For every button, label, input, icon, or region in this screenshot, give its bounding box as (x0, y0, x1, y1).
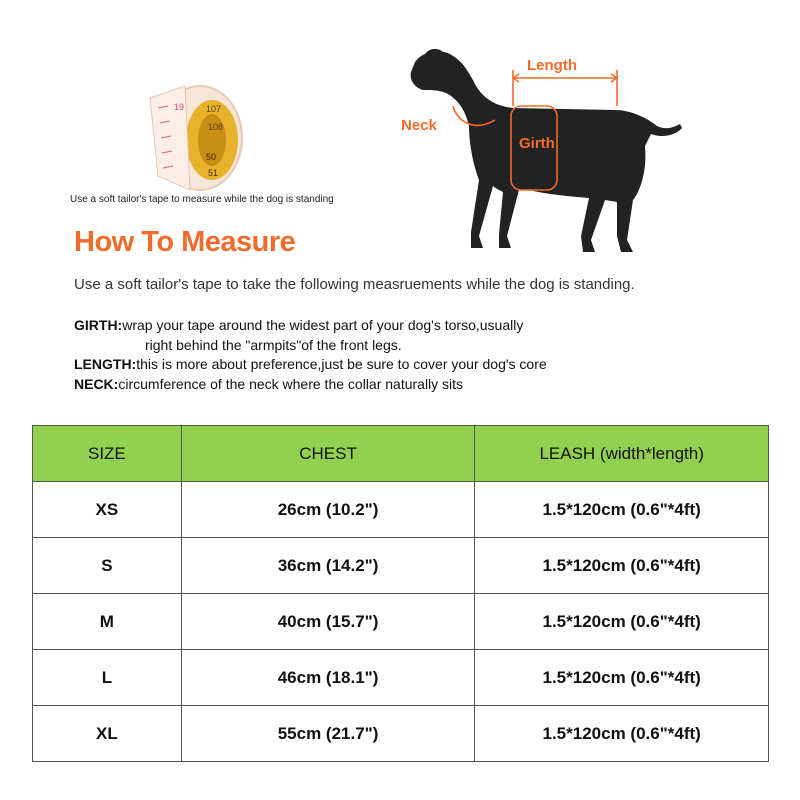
definition-length (74, 355, 547, 375)
leash-cell: 1.5*120cm (0.6"*4ft) (475, 594, 769, 650)
tape-caption: Use a soft tailor's tape to measure while the dog is standing (70, 194, 334, 205)
tape-number: 50 (206, 152, 217, 162)
header-size: SIZE (33, 426, 182, 482)
definition-text: circumference of the neck where the collar naturally sits (118, 375, 464, 392)
header-chest: CHEST (181, 426, 475, 482)
page-title: How To Measure (74, 226, 296, 258)
leash-cell: 1.5*120cm (0.6"*4ft) (475, 482, 769, 538)
dog-silhouette-icon (395, 40, 685, 260)
table-row (33, 538, 769, 594)
leash-cell: 1.5*120cm (0.6"*4ft) (475, 650, 769, 706)
definition-label: NECK: (74, 375, 119, 392)
neck-label: Neck (401, 117, 437, 134)
leash-cell: 1.5*120cm (0.6"*4ft) (475, 538, 769, 594)
table-row (33, 594, 769, 650)
definition-neck (74, 375, 547, 395)
size-cell: M (33, 594, 182, 650)
tape-number: 107 (206, 104, 222, 114)
tape-measure-icon (140, 78, 250, 193)
chest-cell: 40cm (15.7") (181, 594, 475, 650)
definition-label: LENGTH: (74, 356, 137, 372)
size-cell: XL (33, 706, 182, 762)
leash-cell: 1.5*120cm (0.6"*4ft) (475, 706, 769, 762)
chest-cell: 55cm (21.7") (181, 706, 475, 762)
definition-text: wrap your tape around the widest part of your dog's torso,usually (122, 317, 524, 333)
chest-cell: 46cm (18.1") (181, 650, 475, 706)
chest-cell: 26cm (10.2") (181, 482, 475, 538)
table-header-row (33, 426, 769, 482)
definition-girth-continued: right behind the "armpits"of the front legs. (145, 336, 402, 353)
length-label: Length (527, 57, 577, 74)
tape-number: 108 (208, 122, 224, 132)
measurement-definitions (74, 316, 547, 394)
table-row (33, 482, 769, 538)
header-leash: LEASH (width*length) (475, 426, 769, 482)
girth-label: Girth (519, 135, 555, 152)
size-cell: L (33, 650, 182, 706)
size-cell: XS (33, 482, 182, 538)
chest-cell: 36cm (14.2") (181, 538, 475, 594)
tape-number: 19 (174, 102, 185, 112)
definition-label: GIRTH: (74, 317, 123, 333)
size-cell: S (33, 538, 182, 594)
definition-girth (74, 316, 547, 336)
table-row (33, 650, 769, 706)
tape-number: 51 (208, 168, 219, 178)
page-subtitle: Use a soft tailor's tape to take the following measruements while the dog is standing. (74, 276, 635, 293)
table-row (33, 706, 769, 762)
size-chart-table (32, 425, 769, 762)
definition-text: this is more about preference,just be sure to cover your dog's core (136, 356, 547, 372)
